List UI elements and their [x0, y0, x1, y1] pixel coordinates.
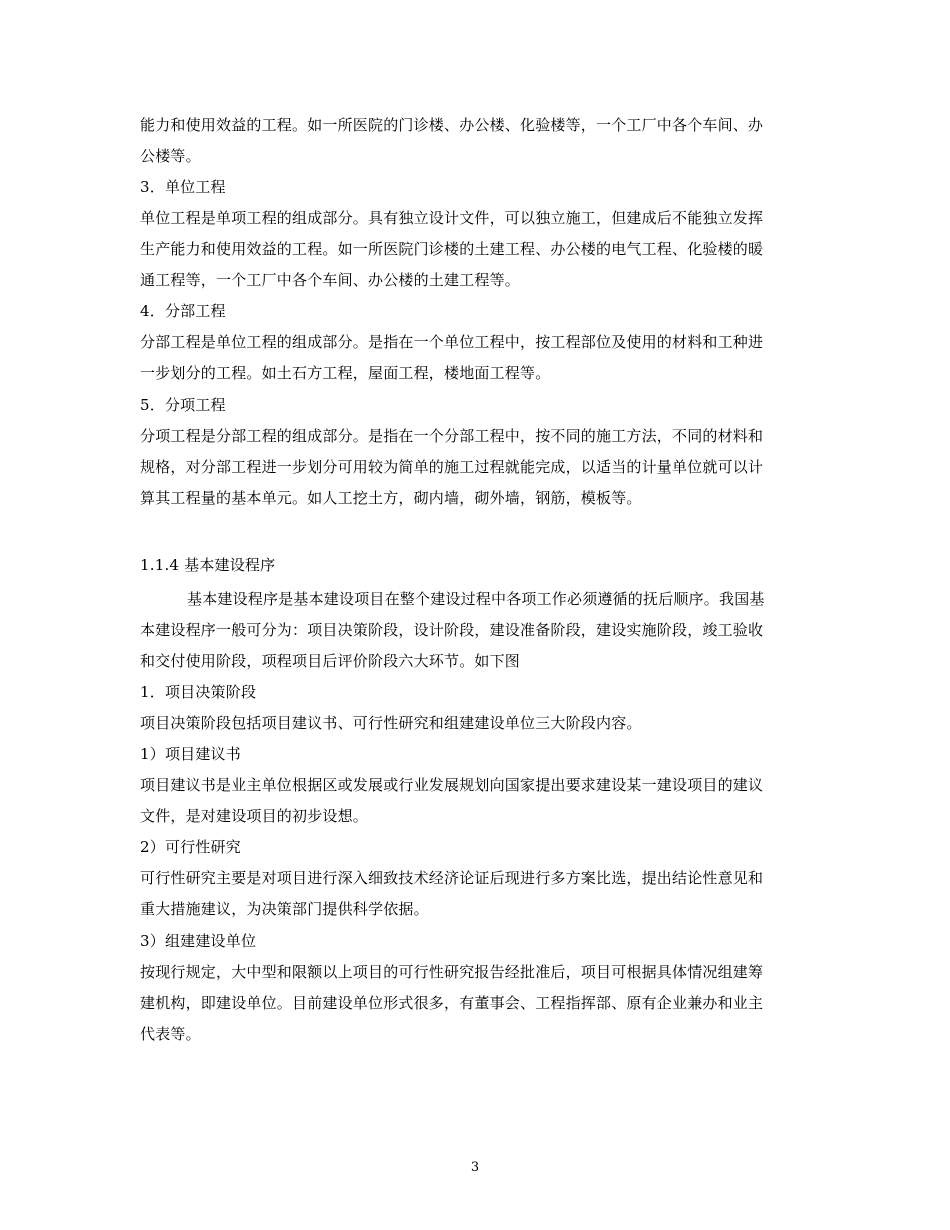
text-line: 算其工程量的基本单元。如人工挖土方，砌内墙，砌外墙，钢筋，模板等。 [140, 489, 642, 507]
section-heading: 3）组建建设单位 [140, 932, 257, 950]
section-heading: 1.1.4 基本建设程序 [140, 556, 276, 574]
text-line: 本建设程序一般可分为：项目决策阶段，设计阶段，建设准备阶段，建设实施阶段，竣工验收 [140, 621, 764, 639]
text-line: 分部工程是单位工程的组成部分。是指在一个单位工程中，按工程部位及使用的材料和工种进 [140, 333, 764, 351]
text-line: 可行性研究主要是对项目进行深入细致技术经济论证后现进行多方案比选，提出结论性意见和 [140, 869, 764, 887]
text-line: 分项工程是分部工程的组成部分。是指在一个分部工程中，按不同的施工方法，不同的材料和 [140, 427, 764, 445]
text-line: 基本建设程序是基本建设项目在整个建设过程中各项工作必须遵循的抚后顺序。我国基 [187, 590, 765, 608]
text-line: 规格，对分部工程进一步划分可用较为简单的施工过程就能完成，以适当的计量单位就可以计 [140, 458, 764, 476]
section-heading: 2）可行性研究 [140, 838, 241, 856]
text-line: 重大措施建议，为决策部门提供科学依据。 [140, 900, 429, 918]
text-line: 通工程等，一个工厂中各个车间、办公楼的土建工程等。 [140, 271, 521, 289]
text-line: 项目建议书是业主单位根据区或发展或行业发展规划向国家提出要求建设某一建设项目的建议 [140, 776, 764, 794]
section-heading: 1）项目建议书 [140, 745, 241, 763]
text-line: 能力和使用效益的工程。如一所医院的门诊楼、办公楼、化验楼等，一个工厂中各个车间、办 [140, 116, 764, 134]
text-line: 按现行规定，大中型和限额以上项目的可行性研究报告经批准后，项目可根据具体情况组建筹 [140, 963, 764, 981]
section-heading: 1．项目决策阶段 [140, 683, 257, 701]
text-line: 公楼等。 [140, 147, 201, 165]
text-line: 项目决策阶段包括项目建议书、可行性研究和组建建设单位三大阶段内容。 [140, 714, 642, 732]
text-line: 代表等。 [140, 1025, 201, 1043]
section-heading: 5．分项工程 [140, 396, 226, 414]
text-line: 单位工程是单项工程的组成部分。具有独立设计文件，可以独立施工，但建成后不能独立发挥 [140, 209, 764, 227]
section-heading: 4．分部工程 [140, 302, 226, 320]
text-line: 文件，是对建设项目的初步设想。 [140, 807, 369, 825]
text-line: 一步划分的工程。如土石方工程，屋面工程，楼地面工程等。 [140, 364, 551, 382]
text-line: 建机构，即建设单位。目前建设单位形式很多，有董事会、工程指挥部、原有企业兼办和业主 [140, 994, 764, 1012]
page-number: 3 [470, 1160, 480, 1175]
text-line: 生产能力和使用效益的工程。如一所医院门诊楼的土建工程、办公楼的电气工程、化验楼的暖 [140, 240, 764, 258]
text-line: 和交付使用阶段，项程项目后评价阶段六大环节。如下图 [140, 652, 521, 670]
section-heading: 3．单位工程 [140, 178, 226, 196]
